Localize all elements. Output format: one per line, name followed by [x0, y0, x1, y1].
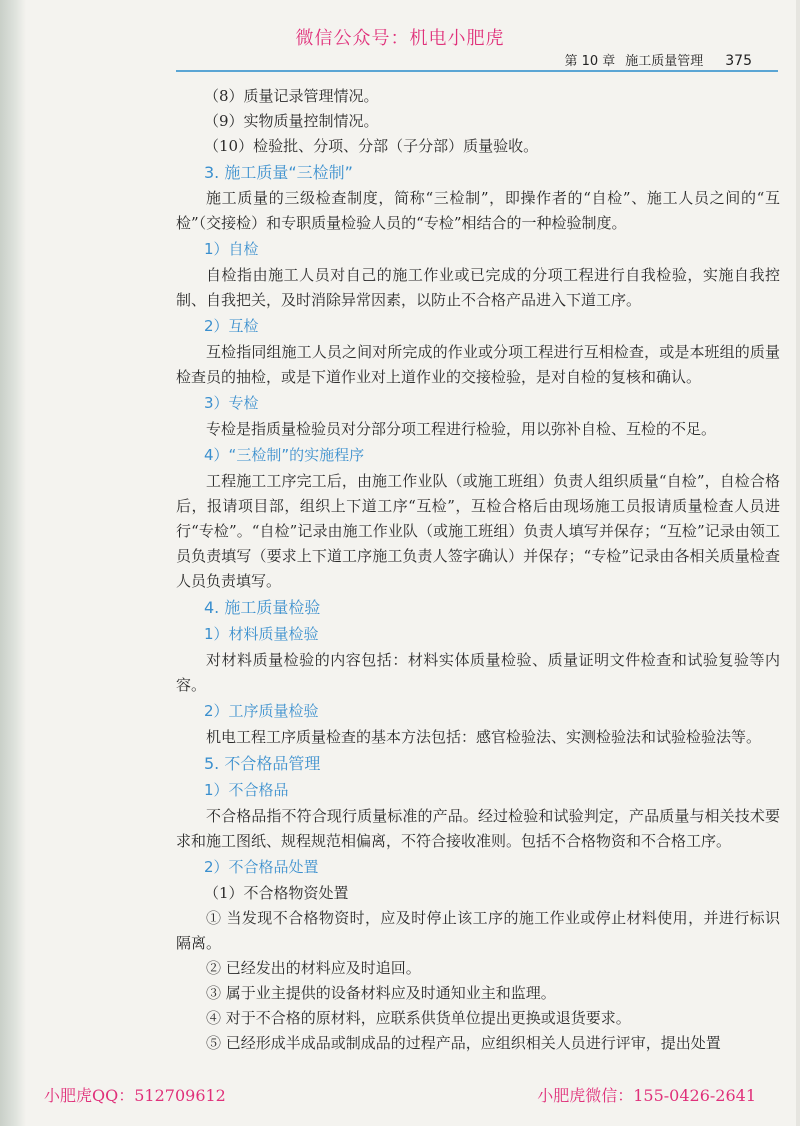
- header-rule: [176, 70, 778, 72]
- footer-right-watermark: 小肥虎微信：155-0426-2641: [537, 1086, 756, 1105]
- list-item: （8）质量记录管理情况。: [204, 87, 379, 105]
- subsection-heading: 4）“三检制”的实施程序: [204, 446, 365, 464]
- section-heading: 4. 施工质量检验: [204, 598, 321, 617]
- body-paragraph: 施工质量的三级检查制度，简称“三检制”，即操作者的“自检”、施工人员之间的“互检”（交接检）和专职质量检验人员的“专检”相结合的一种检验制度。: [176, 189, 780, 232]
- running-head: [564, 50, 752, 69]
- section-heading: 5. 不合格品管理: [204, 754, 321, 773]
- body-paragraph: 不合格品指不符合现行质量标准的产品。经过检验和试验判定，产品质量与相关技术要求和施工图纸、规程规范相偏离，不符合接收准则。包括不合格物资和不合格工序。: [176, 807, 780, 850]
- body-paragraph: 互检指同组施工人员之间对所完成的作业或分项工程进行互相检查，或是本班组的质量检查员的抽检，或是下道作业对上道作业的交接检验，是对自检的复核和确认。: [176, 343, 780, 386]
- body-paragraph: ③ 属于业主提供的设备材料应及时通知业主和监理。: [206, 984, 556, 1002]
- body-paragraph: ① 当发现不合格物资时，应及时停止该工序的施工作业或停止材料使用，并进行标识隔离。: [176, 909, 780, 952]
- subsection-heading: 2）互检: [204, 317, 259, 335]
- body-paragraph: ⑤ 已经形成半成品或制成品的过程产品，应组织相关人员进行评审，提出处置: [206, 1034, 721, 1052]
- body-paragraph: 机电工程工序质量检查的基本方法包括：感官检验法、实测检验法和试验检验法等。: [206, 728, 762, 746]
- chapter-label: 第 10 章: [564, 54, 616, 69]
- list-item: （1）不合格物资处置: [204, 884, 349, 902]
- book-spine-shadow: [0, 0, 26, 1126]
- section-heading: 3. 施工质量“三检制”: [204, 163, 353, 182]
- footer-left-watermark: 小肥虎QQ：512709612: [44, 1086, 226, 1105]
- subsection-heading: 1）自检: [204, 240, 259, 258]
- subsection-heading: 2）不合格品处置: [204, 858, 319, 876]
- chapter-title: 施工质量管理: [625, 54, 704, 69]
- page-edge: [796, 0, 800, 1126]
- watermark-top: 微信公众号：机电小肥虎: [295, 28, 505, 49]
- list-item: （10）检验批、分项、分部（子分部）质量验收。: [204, 137, 539, 155]
- body-paragraph: 专检是指质量检验员对分部分项工程进行检验，用以弥补自检、互检的不足。: [206, 420, 717, 438]
- page-body: [176, 84, 780, 1056]
- body-paragraph: ② 已经发出的材料应及时追回。: [206, 959, 421, 977]
- subsection-heading: 2）工序质量检验: [204, 702, 319, 720]
- body-paragraph: 自检指由施工人员对自己的施工作业或已完成的分项工程进行自我检验，实施自我控制、自我把关，及时消除异常因素，以防止不合格产品进入下道工序。: [176, 266, 780, 309]
- subsection-heading: 3）专检: [204, 394, 259, 412]
- subsection-heading: 1）材料质量检验: [204, 625, 319, 643]
- body-paragraph: 对材料质量检验的内容包括：材料实体质量检验、质量证明文件检查和试验复验等内容。: [176, 651, 780, 694]
- body-paragraph: 工程施工工序完工后，由施工作业队（或施工班组）负责人组织质量“自检”，自检合格后，报请项目部，组织上下道工序“互检”，互检合格后由现场施工员报请质量检查人员进行“专检”。“自检”记录由施工作业队（或施工班组）负责人填写并保存；“互检”记录由领工员负责填写（要求上下道工序施工负责人签字确认）并保存；“专检”记录由各相关质量检查人员负责填写。: [176, 472, 780, 590]
- body-paragraph: ④ 对于不合格的原材料，应联系供货单位提出更换或退货要求。: [206, 1009, 631, 1027]
- page-number: 375: [725, 53, 752, 69]
- subsection-heading: 1）不合格品: [204, 781, 289, 799]
- list-item: （9）实物质量控制情况。: [204, 112, 379, 130]
